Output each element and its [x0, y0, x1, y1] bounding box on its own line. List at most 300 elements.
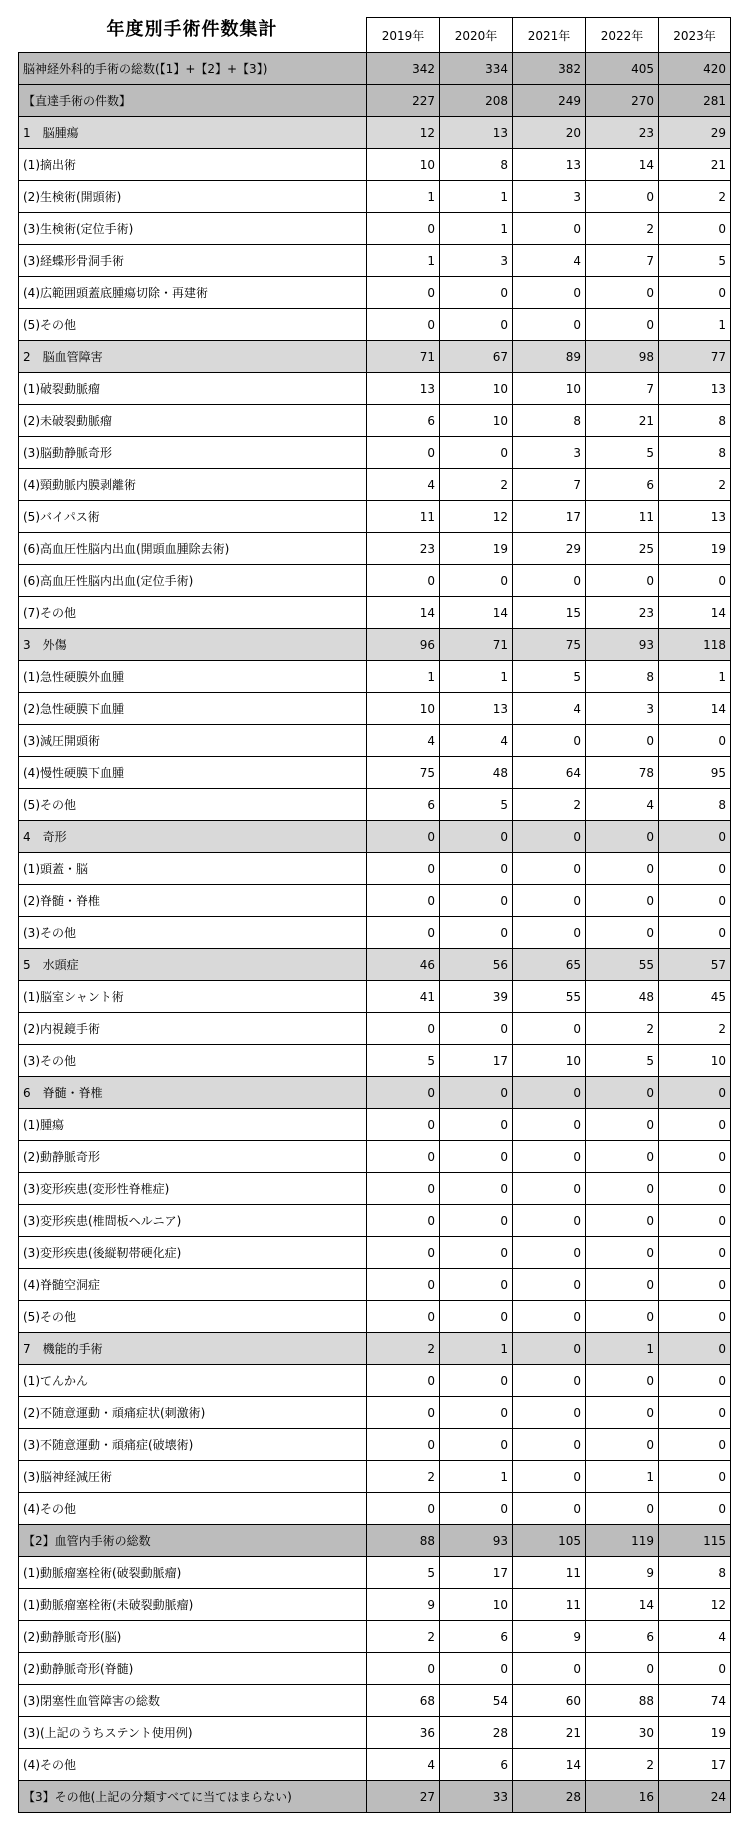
- row-label: (2)脊髄・脊椎: [19, 885, 367, 917]
- count-cell: 5: [586, 437, 659, 469]
- table-row: [19, 1717, 731, 1749]
- table-row: [19, 1141, 731, 1173]
- count-cell: 420: [659, 53, 731, 85]
- table-row: [19, 149, 731, 181]
- count-cell: 20: [513, 117, 586, 149]
- count-cell: 0: [440, 1429, 513, 1461]
- count-cell: 23: [586, 117, 659, 149]
- row-label: (3)その他: [19, 917, 367, 949]
- count-cell: 0: [367, 277, 440, 309]
- row-label: (2)生検術(開頭術): [19, 181, 367, 213]
- table-row: [19, 437, 731, 469]
- table-row: [19, 1077, 731, 1109]
- count-cell: 1: [440, 1461, 513, 1493]
- count-cell: 342: [367, 53, 440, 85]
- row-label: (1)腫瘍: [19, 1109, 367, 1141]
- count-cell: 1: [586, 1461, 659, 1493]
- count-cell: 28: [513, 1781, 586, 1813]
- row-label: (3)変形疾患(後縦靭帯硬化症): [19, 1237, 367, 1269]
- count-cell: 55: [513, 981, 586, 1013]
- row-label: (5)その他: [19, 1301, 367, 1333]
- table-row: [19, 309, 731, 341]
- count-cell: 0: [659, 1205, 731, 1237]
- row-label: 4 奇形: [19, 821, 367, 853]
- count-cell: 0: [367, 1237, 440, 1269]
- table-row: [19, 85, 731, 117]
- row-label: 【3】その他(上記の分類すべてに当てはまらない): [19, 1781, 367, 1813]
- count-cell: 5: [659, 245, 731, 277]
- count-cell: 41: [367, 981, 440, 1013]
- count-cell: 119: [586, 1525, 659, 1557]
- table-row: [19, 629, 731, 661]
- row-label: (1)急性硬膜外血腫: [19, 661, 367, 693]
- count-cell: 13: [440, 117, 513, 149]
- table-row: [19, 565, 731, 597]
- count-cell: 2: [586, 1013, 659, 1045]
- table-row: [19, 1685, 731, 1717]
- count-cell: 93: [586, 629, 659, 661]
- count-cell: 2: [586, 1749, 659, 1781]
- count-cell: 0: [586, 885, 659, 917]
- row-label: 1 脳腫瘍: [19, 117, 367, 149]
- count-cell: 405: [586, 53, 659, 85]
- table-row: [19, 1653, 731, 1685]
- count-cell: 0: [586, 1269, 659, 1301]
- count-cell: 1: [440, 213, 513, 245]
- count-cell: 0: [659, 821, 731, 853]
- count-cell: 1: [659, 661, 731, 693]
- count-cell: 0: [367, 1013, 440, 1045]
- count-cell: 0: [440, 277, 513, 309]
- count-cell: 0: [659, 725, 731, 757]
- count-cell: 11: [513, 1557, 586, 1589]
- count-cell: 0: [367, 1109, 440, 1141]
- count-cell: 4: [367, 725, 440, 757]
- count-cell: 8: [586, 661, 659, 693]
- table-row: [19, 245, 731, 277]
- count-cell: 0: [659, 1493, 731, 1525]
- row-label: (1)てんかん: [19, 1365, 367, 1397]
- count-cell: 6: [440, 1749, 513, 1781]
- count-cell: 19: [659, 533, 731, 565]
- table-row: [19, 693, 731, 725]
- count-cell: 0: [586, 277, 659, 309]
- count-cell: 0: [440, 1653, 513, 1685]
- count-cell: 118: [659, 629, 731, 661]
- row-label: (3)脳神経減圧術: [19, 1461, 367, 1493]
- count-cell: 19: [440, 533, 513, 565]
- count-cell: 0: [367, 1269, 440, 1301]
- count-cell: 71: [367, 341, 440, 373]
- table-row: [19, 949, 731, 981]
- count-cell: 0: [586, 181, 659, 213]
- count-cell: 0: [513, 277, 586, 309]
- count-cell: 0: [513, 1333, 586, 1365]
- count-cell: 0: [659, 1077, 731, 1109]
- table-row: [19, 1493, 731, 1525]
- row-label: (6)高血圧性脳内出血(定位手術): [19, 565, 367, 597]
- row-label: (4)脊髄空洞症: [19, 1269, 367, 1301]
- count-cell: 0: [513, 1141, 586, 1173]
- surgery-count-table: [18, 17, 731, 1813]
- count-cell: 5: [367, 1557, 440, 1589]
- table-row: [19, 1205, 731, 1237]
- row-label: (3)脳動静脈奇形: [19, 437, 367, 469]
- count-cell: 10: [513, 373, 586, 405]
- count-cell: 0: [440, 917, 513, 949]
- count-cell: 0: [513, 1205, 586, 1237]
- count-cell: 0: [440, 1205, 513, 1237]
- count-cell: 0: [440, 853, 513, 885]
- count-cell: 0: [586, 1493, 659, 1525]
- count-cell: 0: [513, 1077, 586, 1109]
- count-cell: 13: [659, 373, 731, 405]
- count-cell: 0: [586, 1141, 659, 1173]
- count-cell: 96: [367, 629, 440, 661]
- count-cell: 0: [367, 1493, 440, 1525]
- count-cell: 0: [659, 1365, 731, 1397]
- count-cell: 11: [367, 501, 440, 533]
- count-cell: 0: [367, 1141, 440, 1173]
- table-row: [19, 1429, 731, 1461]
- count-cell: 0: [659, 277, 731, 309]
- table-row: [19, 1333, 731, 1365]
- row-label: (5)バイパス術: [19, 501, 367, 533]
- count-cell: 0: [367, 1653, 440, 1685]
- count-cell: 249: [513, 85, 586, 117]
- count-cell: 0: [659, 1653, 731, 1685]
- count-cell: 71: [440, 629, 513, 661]
- count-cell: 1: [367, 245, 440, 277]
- count-cell: 10: [659, 1045, 731, 1077]
- count-cell: 0: [659, 1301, 731, 1333]
- row-label: (2)動静脈奇形: [19, 1141, 367, 1173]
- count-cell: 10: [513, 1045, 586, 1077]
- count-cell: 0: [367, 1365, 440, 1397]
- count-cell: 4: [367, 1749, 440, 1781]
- count-cell: 21: [586, 405, 659, 437]
- count-cell: 60: [513, 1685, 586, 1717]
- count-cell: 0: [586, 309, 659, 341]
- count-cell: 0: [513, 853, 586, 885]
- count-cell: 2: [586, 213, 659, 245]
- count-cell: 12: [367, 117, 440, 149]
- count-cell: 45: [659, 981, 731, 1013]
- count-cell: 0: [513, 885, 586, 917]
- count-cell: 0: [659, 1109, 731, 1141]
- count-cell: 0: [586, 1429, 659, 1461]
- count-cell: 2: [659, 1013, 731, 1045]
- count-cell: 0: [367, 213, 440, 245]
- year-header: 2020年: [440, 18, 513, 53]
- count-cell: 12: [440, 501, 513, 533]
- count-cell: 23: [586, 597, 659, 629]
- count-cell: 4: [440, 725, 513, 757]
- table-row: [19, 53, 731, 85]
- count-cell: 13: [659, 501, 731, 533]
- count-cell: 17: [659, 1749, 731, 1781]
- count-cell: 89: [513, 341, 586, 373]
- count-cell: 0: [440, 1301, 513, 1333]
- count-cell: 77: [659, 341, 731, 373]
- count-cell: 0: [367, 437, 440, 469]
- table-row: [19, 1013, 731, 1045]
- count-cell: 0: [659, 1429, 731, 1461]
- count-cell: 0: [367, 885, 440, 917]
- row-label: 2 脳血管障害: [19, 341, 367, 373]
- count-cell: 6: [367, 789, 440, 821]
- count-cell: 17: [440, 1557, 513, 1589]
- count-cell: 16: [586, 1781, 659, 1813]
- count-cell: 0: [513, 1365, 586, 1397]
- count-cell: 208: [440, 85, 513, 117]
- table-row: [19, 725, 731, 757]
- count-cell: 382: [513, 53, 586, 85]
- table-row: [19, 1173, 731, 1205]
- count-cell: 0: [440, 565, 513, 597]
- count-cell: 0: [586, 917, 659, 949]
- count-cell: 0: [586, 853, 659, 885]
- count-cell: 2: [367, 1333, 440, 1365]
- count-cell: 0: [367, 565, 440, 597]
- count-cell: 0: [367, 1397, 440, 1429]
- table-row: [19, 213, 731, 245]
- count-cell: 2: [659, 181, 731, 213]
- count-cell: 29: [659, 117, 731, 149]
- row-label: 7 機能的手術: [19, 1333, 367, 1365]
- row-label: 5 水頭症: [19, 949, 367, 981]
- row-label: 3 外傷: [19, 629, 367, 661]
- count-cell: 0: [367, 1173, 440, 1205]
- count-cell: 0: [440, 1365, 513, 1397]
- count-cell: 7: [513, 469, 586, 501]
- count-cell: 0: [659, 1141, 731, 1173]
- table-row: [19, 1397, 731, 1429]
- count-cell: 0: [367, 1205, 440, 1237]
- count-cell: 24: [659, 1781, 731, 1813]
- table-row: [19, 757, 731, 789]
- row-label: (3)その他: [19, 1045, 367, 1077]
- count-cell: 13: [513, 149, 586, 181]
- count-cell: 4: [367, 469, 440, 501]
- count-cell: 23: [367, 533, 440, 565]
- count-cell: 9: [367, 1589, 440, 1621]
- count-cell: 2: [367, 1621, 440, 1653]
- count-cell: 0: [440, 821, 513, 853]
- row-label: (3)不随意運動・頑痛症(破壊術): [19, 1429, 367, 1461]
- count-cell: 10: [440, 405, 513, 437]
- count-cell: 10: [367, 693, 440, 725]
- count-cell: 46: [367, 949, 440, 981]
- count-cell: 4: [659, 1621, 731, 1653]
- table-row: [19, 821, 731, 853]
- table-row: [19, 1269, 731, 1301]
- count-cell: 0: [586, 1109, 659, 1141]
- count-cell: 1: [440, 661, 513, 693]
- count-cell: 48: [586, 981, 659, 1013]
- count-cell: 0: [586, 1397, 659, 1429]
- count-cell: 1: [367, 661, 440, 693]
- count-cell: 14: [586, 1589, 659, 1621]
- count-cell: 0: [659, 1397, 731, 1429]
- count-cell: 48: [440, 757, 513, 789]
- count-cell: 57: [659, 949, 731, 981]
- count-cell: 3: [440, 245, 513, 277]
- count-cell: 6: [586, 1621, 659, 1653]
- count-cell: 55: [586, 949, 659, 981]
- count-cell: 14: [586, 149, 659, 181]
- row-label: (2)動静脈奇形(脊髄): [19, 1653, 367, 1685]
- row-label: (4)その他: [19, 1493, 367, 1525]
- count-cell: 2: [513, 789, 586, 821]
- count-cell: 1: [440, 181, 513, 213]
- count-cell: 9: [513, 1621, 586, 1653]
- table-row: [19, 1557, 731, 1589]
- row-label: 【直達手術の件数】: [19, 85, 367, 117]
- count-cell: 65: [513, 949, 586, 981]
- row-label: (2)動静脈奇形(脳): [19, 1621, 367, 1653]
- count-cell: 30: [586, 1717, 659, 1749]
- count-cell: 334: [440, 53, 513, 85]
- count-cell: 0: [659, 885, 731, 917]
- count-cell: 0: [586, 565, 659, 597]
- count-cell: 39: [440, 981, 513, 1013]
- count-cell: 105: [513, 1525, 586, 1557]
- count-cell: 0: [367, 309, 440, 341]
- table-row: [19, 533, 731, 565]
- row-label: (2)未破裂動脈瘤: [19, 405, 367, 437]
- row-label: (4)広範囲頭蓋底腫瘍切除・再建術: [19, 277, 367, 309]
- count-cell: 21: [513, 1717, 586, 1749]
- count-cell: 0: [440, 1397, 513, 1429]
- count-cell: 54: [440, 1685, 513, 1717]
- count-cell: 0: [586, 1205, 659, 1237]
- count-cell: 5: [586, 1045, 659, 1077]
- count-cell: 9: [586, 1557, 659, 1589]
- count-cell: 0: [513, 213, 586, 245]
- count-cell: 1: [659, 309, 731, 341]
- count-cell: 93: [440, 1525, 513, 1557]
- row-label: (2)不随意運動・頑痛症状(刺激術): [19, 1397, 367, 1429]
- count-cell: 0: [367, 853, 440, 885]
- table-row: [19, 1045, 731, 1077]
- count-cell: 3: [513, 181, 586, 213]
- count-cell: 75: [367, 757, 440, 789]
- count-cell: 0: [513, 1269, 586, 1301]
- count-cell: 68: [367, 1685, 440, 1717]
- count-cell: 3: [513, 437, 586, 469]
- count-cell: 0: [659, 1333, 731, 1365]
- table-row: [19, 597, 731, 629]
- row-label: (2)内視鏡手術: [19, 1013, 367, 1045]
- count-cell: 14: [659, 597, 731, 629]
- count-cell: 33: [440, 1781, 513, 1813]
- count-cell: 78: [586, 757, 659, 789]
- table-row: [19, 341, 731, 373]
- count-cell: 0: [513, 1461, 586, 1493]
- table-body: [19, 53, 731, 1813]
- row-label: (5)その他: [19, 789, 367, 821]
- table-row: [19, 1621, 731, 1653]
- count-cell: 0: [367, 917, 440, 949]
- row-label: (1)摘出術: [19, 149, 367, 181]
- count-cell: 10: [367, 149, 440, 181]
- count-cell: 17: [513, 501, 586, 533]
- count-cell: 0: [586, 1077, 659, 1109]
- row-label: (3)(上記のうちステント使用例): [19, 1717, 367, 1749]
- table-row: [19, 853, 731, 885]
- count-cell: 36: [367, 1717, 440, 1749]
- count-cell: 74: [659, 1685, 731, 1717]
- row-label: (4)慢性硬膜下血腫: [19, 757, 367, 789]
- table-row: [19, 501, 731, 533]
- count-cell: 0: [513, 1173, 586, 1205]
- count-cell: 0: [440, 1109, 513, 1141]
- row-label: (1)脳室シャント術: [19, 981, 367, 1013]
- count-cell: 8: [659, 405, 731, 437]
- row-label: (3)変形疾患(椎間板ヘルニア): [19, 1205, 367, 1237]
- count-cell: 0: [513, 309, 586, 341]
- count-cell: 6: [586, 469, 659, 501]
- count-cell: 75: [513, 629, 586, 661]
- count-cell: 6: [367, 405, 440, 437]
- count-cell: 0: [586, 1365, 659, 1397]
- table-row: [19, 1237, 731, 1269]
- count-cell: 0: [513, 1429, 586, 1461]
- count-cell: 64: [513, 757, 586, 789]
- year-header-row: [19, 18, 731, 53]
- count-cell: 8: [659, 437, 731, 469]
- count-cell: 0: [513, 1109, 586, 1141]
- count-cell: 5: [367, 1045, 440, 1077]
- count-cell: 0: [513, 1237, 586, 1269]
- count-cell: 6: [440, 1621, 513, 1653]
- table-row: [19, 1461, 731, 1493]
- count-cell: 0: [367, 1429, 440, 1461]
- count-cell: 14: [659, 693, 731, 725]
- count-cell: 29: [513, 533, 586, 565]
- year-header: 2023年: [659, 18, 731, 53]
- count-cell: 15: [513, 597, 586, 629]
- count-cell: 11: [586, 501, 659, 533]
- count-cell: 0: [586, 1173, 659, 1205]
- count-cell: 98: [586, 341, 659, 373]
- count-cell: 5: [440, 789, 513, 821]
- count-cell: 11: [513, 1589, 586, 1621]
- table-row: [19, 917, 731, 949]
- row-label: (4)頸動脈内膜剥離術: [19, 469, 367, 501]
- page-title: 年度別手術件数集計: [106, 19, 278, 40]
- row-label: (1)動脈瘤塞栓術(破裂動脈瘤): [19, 1557, 367, 1589]
- table-row: [19, 277, 731, 309]
- count-cell: 14: [513, 1749, 586, 1781]
- count-cell: 8: [513, 405, 586, 437]
- count-cell: 4: [586, 789, 659, 821]
- count-cell: 10: [440, 1589, 513, 1621]
- year-header: 2019年: [367, 18, 440, 53]
- count-cell: 21: [659, 149, 731, 181]
- table-row: [19, 373, 731, 405]
- table-row: [19, 1301, 731, 1333]
- row-label: 脳神経外科的手術の総数(【1】+【2】+【3】): [19, 53, 367, 85]
- count-cell: 19: [659, 1717, 731, 1749]
- count-cell: 4: [513, 245, 586, 277]
- row-label: (7)その他: [19, 597, 367, 629]
- table-row: [19, 405, 731, 437]
- count-cell: 0: [513, 1397, 586, 1429]
- count-cell: 95: [659, 757, 731, 789]
- count-cell: 0: [367, 821, 440, 853]
